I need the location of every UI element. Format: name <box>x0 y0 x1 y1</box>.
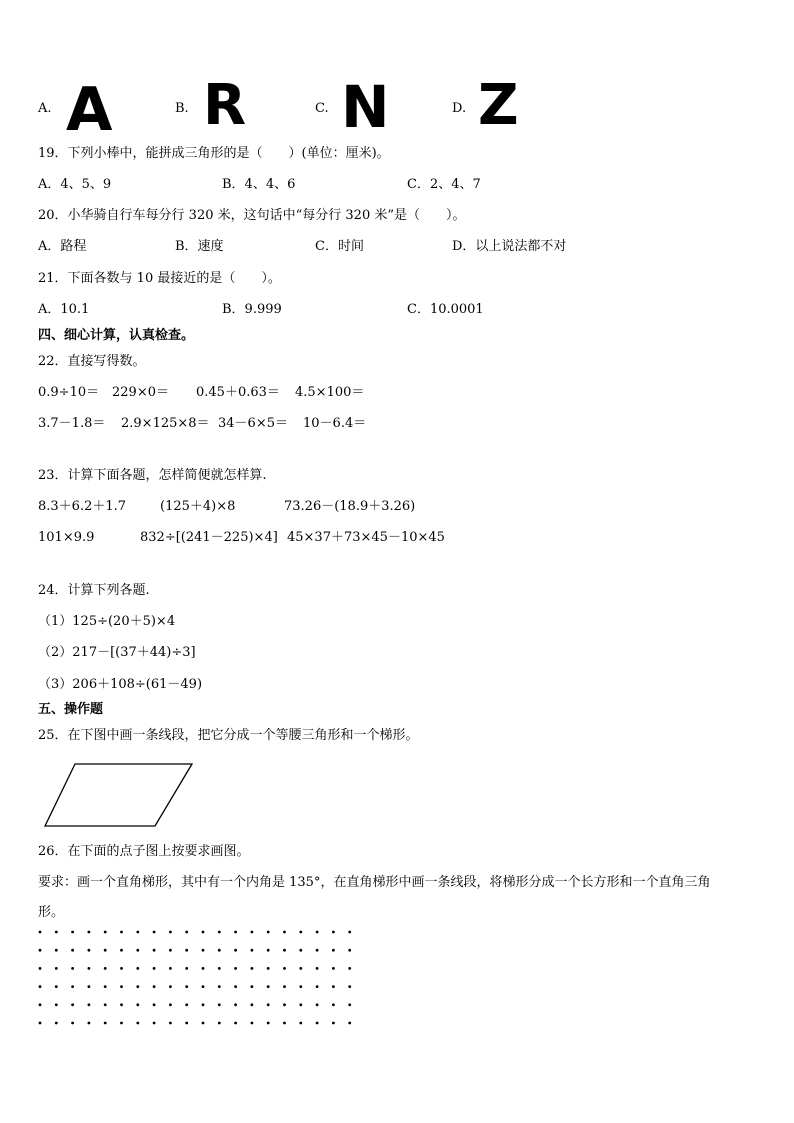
grid-dot <box>88 1003 91 1006</box>
grid-dot <box>251 985 254 988</box>
grid-dot <box>88 985 91 988</box>
grid-dot <box>332 985 335 988</box>
grid-dot <box>332 931 335 934</box>
grid-dot <box>136 985 139 988</box>
grid-dot <box>283 949 286 952</box>
grid-dot <box>202 985 205 988</box>
q22-item-4: 4.5×100＝ <box>295 385 365 400</box>
grid-dot <box>267 949 270 952</box>
grid-dot <box>234 1022 237 1025</box>
grid-dot <box>153 949 156 952</box>
grid-dot <box>55 1003 58 1006</box>
grid-dot <box>185 931 188 934</box>
grid-dot <box>185 949 188 952</box>
grid-dot <box>185 1003 188 1006</box>
grid-dot <box>39 1022 42 1025</box>
q22-item-5: 3.7－1.8＝ <box>38 416 106 431</box>
q23-item-6: 45×37＋73×45－10×45 <box>287 530 445 545</box>
grid-dot <box>348 1003 351 1006</box>
q19-option-c: C．2、4、7 <box>407 177 481 192</box>
grid-dot <box>39 949 42 952</box>
grid-dot <box>120 949 123 952</box>
dot-grid <box>38 930 354 1030</box>
q18-option-d-label: D. <box>452 101 467 116</box>
q24-item-2: （2）217－[(37＋44)÷3] <box>38 645 196 660</box>
q20-option-d: D．以上说法都不对 <box>452 239 567 254</box>
grid-dot <box>88 949 91 952</box>
grid-dot <box>169 985 172 988</box>
grid-dot <box>55 967 58 970</box>
grid-dot <box>348 985 351 988</box>
q20-option-c: C．时间 <box>315 239 364 254</box>
grid-dot <box>348 1022 351 1025</box>
q24-item-1: （1）125÷(20＋5)×4 <box>38 614 176 629</box>
q22-item-1: 0.9÷10＝ <box>38 385 100 400</box>
q25-stem: 25．在下图中画一条线段，把它分成一个等腰三角形和一个梯形。 <box>38 728 419 743</box>
q23-item-1: 8.3＋6.2＋1.7 <box>38 499 127 514</box>
grid-dot <box>169 949 172 952</box>
grid-dot <box>267 1003 270 1006</box>
section-4-heading: 四、细心计算，认真检查。 <box>38 328 195 343</box>
grid-dot <box>39 967 42 970</box>
grid-dot <box>169 967 172 970</box>
grid-dot <box>55 931 58 934</box>
q24-item-3: （3）206＋108÷(61－49) <box>38 677 203 692</box>
grid-dot <box>234 967 237 970</box>
grid-dot <box>234 949 237 952</box>
grid-dot <box>153 1022 156 1025</box>
q18-option-b-label: B. <box>175 101 189 116</box>
grid-dot <box>71 949 74 952</box>
grid-dot <box>218 967 221 970</box>
grid-dot <box>169 931 172 934</box>
grid-dot <box>153 931 156 934</box>
grid-dot <box>136 1022 139 1025</box>
grid-dot <box>299 967 302 970</box>
grid-dot <box>218 985 221 988</box>
grid-dot <box>104 1003 107 1006</box>
grid-dot <box>136 949 139 952</box>
grid-dot <box>39 1003 42 1006</box>
grid-dot <box>218 949 221 952</box>
grid-dot <box>218 931 221 934</box>
grid-dot <box>218 1003 221 1006</box>
grid-dot <box>348 931 351 934</box>
parallelogram-figure <box>40 760 200 832</box>
grid-dot <box>316 985 319 988</box>
grid-dot <box>348 967 351 970</box>
grid-dot <box>332 1003 335 1006</box>
grid-dot <box>120 967 123 970</box>
q19-option-b: B．4、4、6 <box>222 177 296 192</box>
grid-dot <box>202 949 205 952</box>
grid-dot <box>136 1003 139 1006</box>
section-5-heading: 五、操作题 <box>38 702 104 717</box>
q18-option-a-label: A. <box>38 101 52 116</box>
grid-dot <box>39 985 42 988</box>
grid-dot <box>120 985 123 988</box>
q23-item-2: (125＋4)×8 <box>160 499 236 514</box>
grid-dot <box>251 1022 254 1025</box>
grid-dot <box>71 967 74 970</box>
grid-dot <box>120 931 123 934</box>
q19-option-a: A．4、5、9 <box>38 177 112 192</box>
q19-stem: 19．下列小棒中，能拼成三角形的是（ ）(单位：厘米)。 <box>38 146 390 161</box>
grid-dot <box>88 967 91 970</box>
grid-dot <box>55 985 58 988</box>
grid-dot <box>104 931 107 934</box>
grid-dot <box>348 949 351 952</box>
q20-stem: 20．小华骑自行车每分行 320 米，这句话中“每分行 320 米”是（ ）。 <box>38 208 466 223</box>
grid-dot <box>153 967 156 970</box>
grid-dot <box>71 1003 74 1006</box>
grid-dot <box>136 931 139 934</box>
grid-dot <box>234 1003 237 1006</box>
grid-dot <box>251 1003 254 1006</box>
grid-dot <box>251 967 254 970</box>
grid-dot <box>202 931 205 934</box>
grid-dot <box>267 931 270 934</box>
q22-item-8: 10－6.4＝ <box>303 416 367 431</box>
grid-dot <box>71 985 74 988</box>
grid-dot <box>251 949 254 952</box>
q21-option-a: A．10.1 <box>38 302 90 317</box>
q18-option-c-letter: N <box>341 73 390 141</box>
grid-dot <box>299 949 302 952</box>
grid-dot <box>316 967 319 970</box>
grid-dot <box>136 967 139 970</box>
grid-dot <box>283 1003 286 1006</box>
q18-option-c-label: C. <box>315 101 329 116</box>
grid-dot <box>169 1003 172 1006</box>
grid-dot <box>88 931 91 934</box>
grid-dot <box>267 967 270 970</box>
grid-dot <box>169 1022 172 1025</box>
q26-stem: 26．在下面的点子图上按要求画图。 <box>38 844 250 859</box>
q22-item-3: 0.45＋0.63＝ <box>196 385 280 400</box>
grid-dot <box>283 1022 286 1025</box>
grid-dot <box>234 931 237 934</box>
grid-dot <box>104 1022 107 1025</box>
grid-dot <box>283 967 286 970</box>
grid-dot <box>316 1003 319 1006</box>
q21-option-c: C．10.0001 <box>407 302 484 317</box>
grid-dot <box>71 931 74 934</box>
q23-item-5: 832÷[(241－225)×4] <box>140 530 278 545</box>
parallelogram-shape <box>45 764 192 826</box>
grid-dot <box>251 931 254 934</box>
grid-dot <box>185 985 188 988</box>
grid-dot <box>153 985 156 988</box>
q22-stem: 22．直接写得数。 <box>38 354 146 369</box>
q22-item-6: 2.9×125×8＝ <box>121 416 210 431</box>
grid-dot <box>234 985 237 988</box>
grid-dot <box>299 1003 302 1006</box>
grid-dot <box>202 1003 205 1006</box>
grid-dot <box>185 1022 188 1025</box>
grid-dot <box>88 1022 91 1025</box>
grid-dot <box>316 1022 319 1025</box>
grid-dot <box>104 967 107 970</box>
q26-requirement-line-2: 形。 <box>38 905 65 920</box>
q20-option-a: A．路程 <box>38 239 87 254</box>
grid-dot <box>299 985 302 988</box>
q22-item-2: 229×0＝ <box>112 385 169 400</box>
grid-dot <box>202 967 205 970</box>
grid-dot <box>185 967 188 970</box>
grid-dot <box>316 949 319 952</box>
grid-dot <box>120 1003 123 1006</box>
q20-option-b: B．速度 <box>175 239 224 254</box>
grid-dot <box>202 1022 205 1025</box>
grid-dot <box>55 1022 58 1025</box>
grid-dot <box>120 1022 123 1025</box>
grid-dot <box>332 949 335 952</box>
grid-dot <box>39 931 42 934</box>
grid-dot <box>316 931 319 934</box>
grid-dot <box>153 1003 156 1006</box>
q24-stem: 24．计算下列各题. <box>38 583 150 598</box>
q21-option-b: B．9.999 <box>222 302 282 317</box>
grid-dot <box>267 985 270 988</box>
grid-dot <box>332 967 335 970</box>
q21-stem: 21．下面各数与 10 最接近的是（ ）。 <box>38 271 281 286</box>
q18-option-d-letter: Z <box>478 73 519 138</box>
grid-dot <box>104 985 107 988</box>
q23-item-3: 73.26－(18.9＋3.26) <box>284 499 416 514</box>
q23-stem: 23．计算下面各题，怎样简便就怎样算. <box>38 468 267 483</box>
grid-dot <box>218 1022 221 1025</box>
grid-dot <box>299 931 302 934</box>
grid-dot <box>299 1022 302 1025</box>
q26-requirement-line-1: 要求：画一个直角梯形，其中有一个内角是 135°，在直角梯形中画一条线段，将梯形分成一个长方形和一个直角三角 <box>38 875 711 890</box>
grid-dot <box>283 931 286 934</box>
q18-option-b-letter: R <box>203 73 247 138</box>
grid-dot <box>55 949 58 952</box>
grid-dot <box>71 1022 74 1025</box>
grid-dot <box>332 1022 335 1025</box>
q18-option-a-letter: A <box>66 75 113 145</box>
q22-item-7: 34－6×5＝ <box>218 416 288 431</box>
grid-dot <box>283 985 286 988</box>
q23-item-4: 101×9.9 <box>38 530 95 545</box>
grid-dot <box>104 949 107 952</box>
grid-dot <box>267 1022 270 1025</box>
